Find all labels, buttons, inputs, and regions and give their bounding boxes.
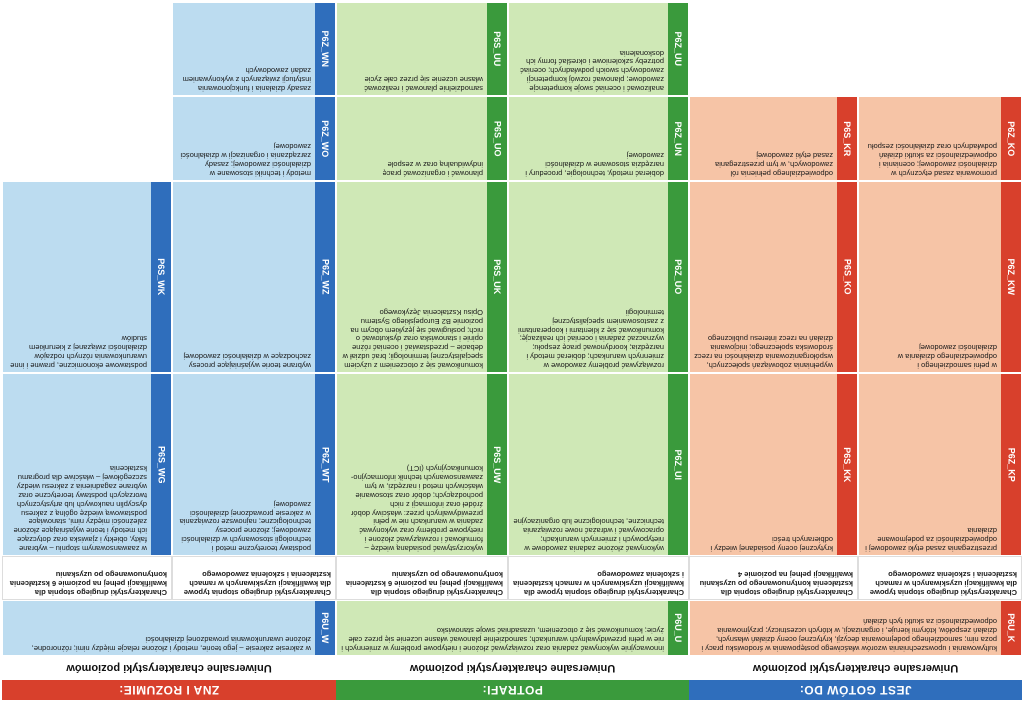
universal-can-text: innowacyjnie wykonywać zadania oraz rozwiązywać złożone i nietypowe problemy w zmiennych i nie w pełni przewidywalnych warunkach; samodzielnie planować własne uczenie się przez całe życie; komunikować się z otoczeniem, uzasadniać swoje stanowisko (341, 626, 664, 653)
universal-ready-code: P6U_K (1001, 601, 1021, 655)
universal-ready-cell (689, 600, 1022, 656)
cell-P6S_UO: P6S_UO planować i organizować pracę indywidualną oraz w zespole (336, 96, 508, 181)
cell-P6S_UU: P6S_UU samodzielnie planować i realizować własne uczenie się przez całe życie (336, 2, 508, 96)
colhead-5: Charakterystyki drugiego stopnia dla kształcenia kontynuowanego po uzyskaniu kwalifikacji pełnej na poziomie 4 (689, 556, 858, 600)
cell-P6Z_WN: P6Z_WN zasady działania i funkcjonowania instytucji związanych z wykonywaniem zadań zawodowych (172, 2, 336, 96)
cell-P6Z_KP: P6Z_KP przestrzegania zasad etyki zawodowej i odpowiedzialności za podejmowane działania (858, 373, 1022, 556)
band-ready: ZNA I ROZUMIE: (2, 680, 336, 700)
cell-P6Z_KW: P6Z_KW w pełni samodzielnego i odpowiedzialnego działania w działalności zawodowej (858, 181, 1022, 373)
cell-P6Z_WO: P6Z_WO metody i techniki stosowane w działalności zawodowej; zasady zarządzania i organizacji w działalności zawodowej (172, 96, 336, 181)
universal-can-code: P6U_U (668, 601, 688, 655)
subhead-can: Uniwersalne charakterystyki poziomów (336, 656, 689, 680)
cell-P6S_KR: P6S_KR odpowiedzialnego pełnienia ról zawodowych, w tym przestrzegania zasad etyki zawodowej (689, 96, 858, 181)
universal-know-cell (2, 600, 336, 656)
cell-P6Z_WZ: P6Z_WZ wybrane teorie wyjaśniające procesy zachodzące w działalności zawodowej (172, 181, 336, 373)
colhead-2: Charakterystyki drugiego stopnia typowe dla kwalifikacji uzyskiwanych w ramach kształcenia i szkolenia zawodowego (172, 556, 336, 600)
subhead-know: Uniwersalne charakterystyki poziomów (2, 656, 336, 680)
cell-P6Z_UU: P6Z_UU analizować i oceniać swoje kompetencje zawodowe; planować rozwój kompetencji zawodowych swoich podwładnych; oceniać potrzeby szkoleniowe i określać formy ich doskonalenia (508, 2, 689, 96)
cell-P6Z_WT: P6Z_WT podstawy teoretyczne metod i technologii stosowanych w działalności zawodowej; złożone procesy technologiczne; najnowsze rozwiązania w zakresie prowadzonej działalności zawodowej (172, 373, 336, 556)
colhead-6: Charakterystyki drugiego stopnia typowe dla kwalifikacji uzyskiwanych w ramach kształcenia i szkolenia zawodowego (858, 556, 1022, 600)
cell-P6Z_KO: P6Z_KO promowania zasad etycznych w działalności zawodowej; oceniania i odpowiedzialności za skutki działań podwładnych oraz działalności zespołu (858, 96, 1022, 181)
cell-P6S_WG: P6S_WG w zaawansowanym stopniu – wybrane fakty, obiekty i zjawiska oraz dotyczące ich metody i teorie wyjaśniające złożone zależności między nimi, stanowiące podstawową wiedzę ogólną z zakresu dyscyplin naukowych lub artystycznych tworzących podstawy teoretyczne oraz wybrane zagadnienia z zakresu wiedzy szczegółowej – właściwe dla programu kształcenia (2, 373, 172, 556)
colhead-1: Charakterystyki drugiego stopnia dla kwalifikacji pełnej na poziomie 6 kształcenia kontynuowanego po uzyskaniu (2, 556, 172, 600)
cell-P6S_UK: P6S_UK komunikować się z otoczeniem z użyciem specjalistycznej terminologii; brać udział w debacie – przedstawiać i oceniać różne opinie i stanowiska oraz dyskutować o nich; posługiwać się językiem obcym na poziomie B2 Europejskiego Systemu Opisu Kształcenia Językowego (336, 181, 508, 373)
universal-ready-text: kultywowania i upowszechniania wzorów właściwego postępowania w środowisku pracy i poza nim; samodzielnego podejmowania decyzji, krytycznej oceny działań własnych, działań zespołów, którymi kieruje, i organizacji, w których uczestniczy; przyjmowania odpowiedzialności za skutki tych działań (701, 617, 997, 653)
colhead-4: Charakterystyki drugiego stopnia typowe dla kwalifikacji uzyskiwanych w ramach kształcenia i szkolenia zawodowego (508, 556, 689, 600)
universal-know-text: w zakresie zakresie – jego teorie, metody i złożone relacje między nimi; różnorodne, złożone uwarunkowania prowadzonej działalności (31, 635, 311, 653)
cell-P6Z_UO: P6Z_UO rozwiązywać problemy zawodowe w zmiennych warunkach; dobierać metody i narzędzia; koordynować pracę zespołu; wyznaczać zadania i oceniać ich realizację; komunikować się z klientami i kooperantami z zastosowaniem specjalistycznej terminologii (508, 181, 689, 373)
colhead-3: Charakterystyki drugiego stopnia dla kwalifikacji pełnej na poziomie 6 kształcenia kontynuowanego po uzyskaniu (336, 556, 508, 600)
cell-P6S_UW: P6S_UW wykorzystywać posiadaną wiedzę – formułować i rozwiązywać złożone i nietypowe problemy oraz wykonywać zadania w warunkach nie w pełni przewidywalnych przez: właściwy dobór źródeł oraz informacji z nich pochodzących; dobór oraz stosowanie właściwych metod i narzędzi, w tym zaawansowanych technik informacyjno-komunikacyjnych (ICT) (336, 373, 508, 556)
cell-P6Z_UN: P6Z_UN dobierać metody, technologie, procedury i narzędzia stosowane w działalności zawodowej (508, 96, 689, 181)
cell-P6S_WK: P6S_WK podstawowe ekonomiczne, prawne i inne uwarunkowania różnych rodzajów działalności związanej z kierunkiem studiów (2, 181, 172, 373)
subhead-ready: Uniwersalne charakterystyki poziomów (689, 656, 1022, 680)
band-know: JEST GOTÓW DO: (689, 680, 1022, 700)
universal-can-cell (336, 600, 689, 656)
cell-P6Z_UI: P6Z_UI wykonywać złożone zadania zawodowe w nietypowych i zmiennych warunkach; opracowywać i wdrażać nowe rozwiązania techniczne, technologiczne lub organizacyjne (508, 373, 689, 556)
universal-know-code: P6U_W (315, 601, 335, 655)
cell-P6S_KO: P6S_KO wypełniania zobowiązań społecznych, współorganizowania działalności na rzecz środowiska społecznego; inicjowania działań na rzecz interesu publicznego (689, 181, 858, 373)
cell-P6S_KK: P6S_KK krytycznej oceny posiadanej wiedzy i odbieranych treści (689, 373, 858, 556)
band-can: POTRAFI: (336, 680, 689, 700)
